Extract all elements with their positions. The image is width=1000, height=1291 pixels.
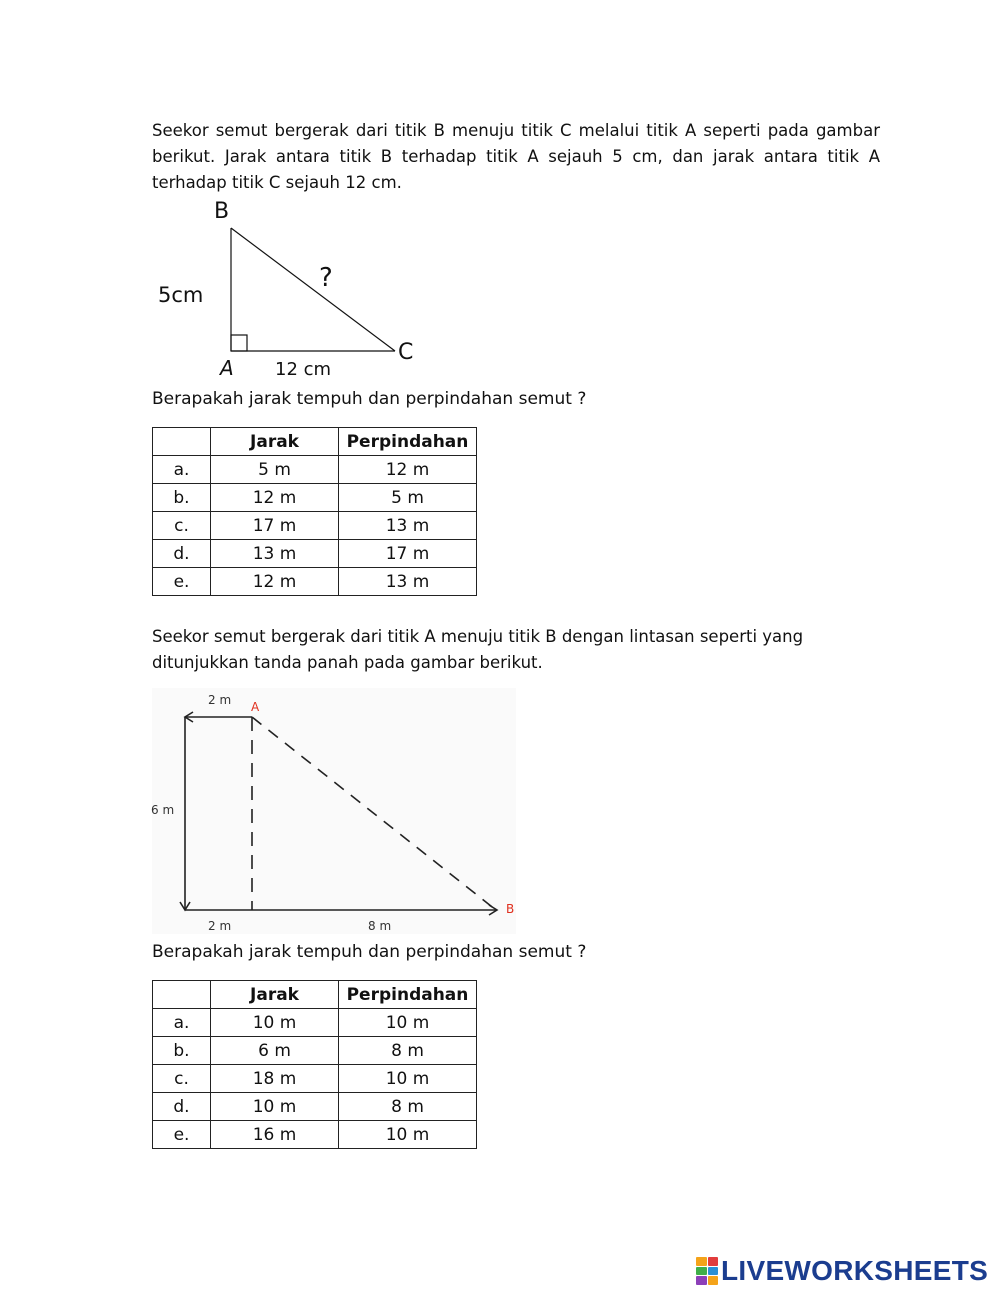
- hypotenuse-question-mark: ?: [319, 263, 333, 293]
- option-jarak: 16 m: [211, 1121, 339, 1149]
- table-row: [153, 1037, 477, 1065]
- label-c: C: [398, 340, 414, 365]
- option-jarak: 10 m: [211, 1093, 339, 1121]
- option-perpindahan: 10 m: [339, 1121, 477, 1149]
- liveworksheets-logo: [696, 1253, 988, 1289]
- option-perpindahan: 12 m: [339, 456, 477, 484]
- table-row: [153, 512, 477, 540]
- option-jarak: 12 m: [211, 568, 339, 596]
- side-ac-label: 12 cm: [275, 359, 332, 380]
- question-2-prompt: Berapakah jarak tempuh dan perpindahan semut ?: [152, 942, 587, 962]
- answer-table-1: [152, 427, 477, 596]
- option-perpindahan: 10 m: [339, 1065, 477, 1093]
- question-1-prompt: Berapakah jarak tempuh dan perpindahan semut ?: [152, 389, 587, 409]
- table-row: [153, 456, 477, 484]
- bottom-left-length-label: 2 m: [208, 919, 232, 933]
- option-letter: d.: [153, 1093, 211, 1121]
- header-cell: [153, 428, 211, 456]
- option-letter: a.: [153, 1009, 211, 1037]
- path-figure: [150, 688, 520, 936]
- label-b: B: [214, 199, 230, 224]
- header-cell: Jarak: [211, 428, 339, 456]
- option-jarak: 17 m: [211, 512, 339, 540]
- option-jarak: 12 m: [211, 484, 339, 512]
- option-letter: b.: [153, 484, 211, 512]
- question-2-text: Seekor semut bergerak dari titik A menuju titik B dengan lintasan seperti yang ditunjukkan tanda panah pada gambar berikut.: [152, 627, 804, 672]
- option-jarak: 13 m: [211, 540, 339, 568]
- option-letter: e.: [153, 1121, 211, 1149]
- hypotenuse-line: [231, 228, 395, 351]
- table-row: [153, 1093, 477, 1121]
- bottom-right-length-label: 8 m: [368, 919, 392, 933]
- option-letter: a.: [153, 456, 211, 484]
- header-cell: Jarak: [211, 981, 339, 1009]
- option-perpindahan: 13 m: [339, 568, 477, 596]
- table-row: [153, 1065, 477, 1093]
- left-length-label: 6 m: [151, 803, 175, 817]
- point-a-label: A: [251, 700, 260, 714]
- table-header-row: [153, 428, 477, 456]
- question-1-text: Seekor semut bergerak dari titik B menuju titik C melalui titik A seperti pada gambar berikut. Jarak antara titik B terhadap titik A sejauh 5 cm, dan jarak antara titik A terhadap titik C sejauh 12 cm.: [152, 121, 880, 192]
- option-jarak: 10 m: [211, 1009, 339, 1037]
- logo-text: LIVEWORKSHEETS: [721, 1255, 989, 1286]
- option-perpindahan: 17 m: [339, 540, 477, 568]
- option-letter: d.: [153, 540, 211, 568]
- table-header-row: [153, 981, 477, 1009]
- right-triangle-figure: [150, 194, 430, 380]
- option-perpindahan: 8 m: [339, 1037, 477, 1065]
- table-row: [153, 568, 477, 596]
- table-row: [153, 1009, 477, 1037]
- top-length-label: 2 m: [208, 693, 232, 707]
- option-letter: b.: [153, 1037, 211, 1065]
- header-cell: Perpindahan: [339, 428, 477, 456]
- figure-background: [152, 688, 516, 934]
- logo-blocks-icon: [696, 1257, 718, 1285]
- side-ab-label: 5cm: [158, 283, 204, 307]
- option-perpindahan: 13 m: [339, 512, 477, 540]
- table-row: [153, 540, 477, 568]
- answer-table-2: [152, 980, 477, 1149]
- right-angle-marker: [231, 335, 247, 351]
- option-jarak: 18 m: [211, 1065, 339, 1093]
- option-jarak: 6 m: [211, 1037, 339, 1065]
- option-letter: c.: [153, 1065, 211, 1093]
- option-perpindahan: 10 m: [339, 1009, 477, 1037]
- header-cell: Perpindahan: [339, 981, 477, 1009]
- option-perpindahan: 5 m: [339, 484, 477, 512]
- table-row: [153, 484, 477, 512]
- label-a: A: [220, 356, 234, 380]
- header-cell: [153, 981, 211, 1009]
- option-letter: c.: [153, 512, 211, 540]
- option-perpindahan: 8 m: [339, 1093, 477, 1121]
- option-letter: e.: [153, 568, 211, 596]
- point-b-label: B: [506, 902, 515, 916]
- option-jarak: 5 m: [211, 456, 339, 484]
- table-row: [153, 1121, 477, 1149]
